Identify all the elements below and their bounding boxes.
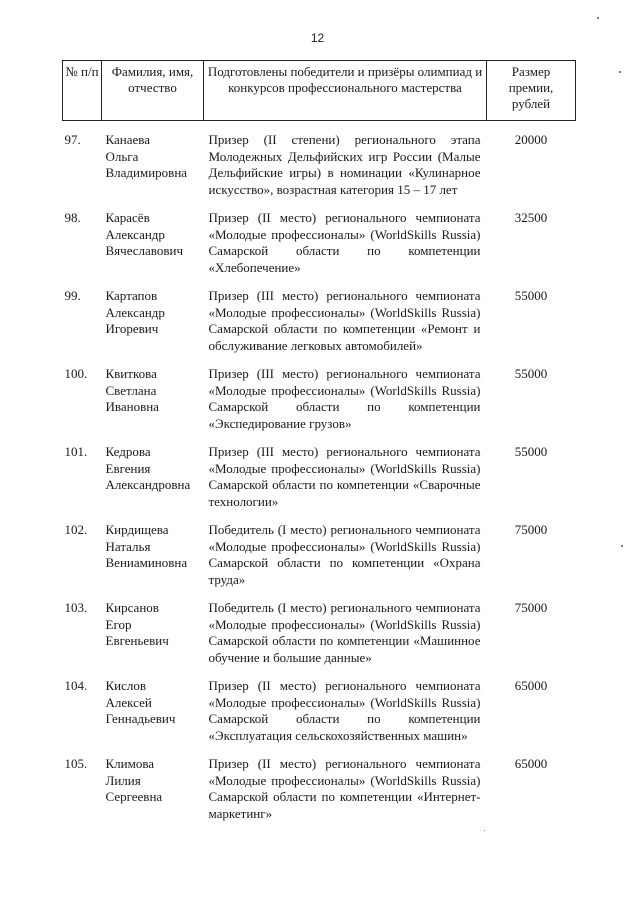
- row-achievement: Призер (III место) регионального чемпионата «Молодые профессионалы» (WorldSkills Russia) Самарской области по компетенции «Ремонт и обслуживание легковых автомобилей»: [208, 288, 481, 353]
- header-number: № п/п: [63, 61, 102, 121]
- row-number: 97.: [64, 132, 81, 147]
- first-name: Наталья: [105, 538, 151, 554]
- row-full-name: [102, 444, 204, 522]
- scan-speck: [619, 71, 621, 73]
- header-spacer: [63, 121, 576, 133]
- patronymic: Владимировна: [105, 165, 188, 180]
- row-number: 99.: [64, 288, 81, 303]
- surname: Канаева: [105, 132, 151, 147]
- surname: Кедрова: [105, 444, 151, 459]
- surname: Климова: [105, 756, 155, 771]
- row-prize-amount: 32500: [514, 210, 548, 225]
- row-prize-amount: 55000: [514, 288, 548, 303]
- row-full-name: [102, 366, 204, 444]
- patronymic: Сергеевна: [105, 789, 163, 804]
- row-full-name: [102, 522, 204, 600]
- surname: Картапов: [105, 288, 158, 303]
- patronymic: Евгеньевич: [105, 633, 169, 648]
- patronymic: Александровна: [105, 477, 191, 492]
- awards-table: [62, 60, 576, 834]
- row-full-name: [102, 678, 204, 756]
- patronymic: Игоревич: [105, 321, 159, 336]
- table-row: [63, 366, 576, 444]
- table-row: [63, 288, 576, 366]
- table-row: [63, 132, 576, 210]
- row-achievement: Победитель (I место) регионального чемпионата «Молодые профессионалы» (WorldSkills Russia) Самарской области по компетенции «Машинное обучение и большие данные»: [208, 600, 481, 665]
- header-full-name: Фамилия, имя, отчество: [102, 61, 204, 121]
- row-achievement: Призер (II место) регионального чемпионата «Молодые профессионалы» (WorldSkills Russia) Самарской области по компетенции «Хлебопечение»: [208, 210, 481, 275]
- first-name: Егор: [105, 616, 132, 632]
- page-number: 12: [310, 31, 325, 45]
- first-name: Светлана: [105, 382, 157, 398]
- first-name: Евгения: [105, 460, 151, 476]
- table-header: [63, 61, 576, 121]
- table-row: [63, 522, 576, 600]
- first-name: Ольга: [105, 148, 139, 164]
- row-number: 98.: [64, 210, 81, 225]
- row-prize-amount: 55000: [514, 444, 548, 459]
- row-achievement: Призер (II место) регионального чемпионата «Молодые профессионалы» (WorldSkills Russia) Самарской области по компетенции «Интернет-маркетинг»: [208, 756, 481, 821]
- surname: Кирдищева: [105, 522, 169, 537]
- patronymic: Геннадьевич: [105, 711, 176, 726]
- patronymic: Вячеславович: [105, 243, 183, 258]
- table-row: [63, 678, 576, 756]
- row-number: 101.: [64, 444, 88, 459]
- row-full-name: [102, 288, 204, 366]
- scan-speck: [621, 545, 623, 547]
- surname: Кирсанов: [105, 600, 159, 615]
- surname: Квиткова: [105, 366, 157, 381]
- table-row: [63, 600, 576, 678]
- header-achievement: Подготовлены победители и призёры олимпиад и конкурсов профессионального мастерства: [204, 61, 487, 121]
- row-full-name: [102, 132, 204, 210]
- row-prize-amount: 20000: [514, 132, 548, 147]
- first-name: Лилия: [105, 772, 141, 788]
- row-number: 100.: [64, 366, 88, 381]
- row-number: 103.: [64, 600, 88, 615]
- patronymic: Ивановна: [105, 399, 159, 414]
- row-prize-amount: 55000: [514, 366, 548, 381]
- row-achievement: Призер (II степени) регионального этапа Молодежных Дельфийских игр России (Малые Дельфийские игры) в номинации «Кулинарное искусство», возрастная категория 15 – 17 лет: [208, 132, 481, 197]
- first-name: Алексей: [105, 694, 152, 710]
- row-number: 105.: [64, 756, 88, 771]
- surname: Кислов: [105, 678, 147, 693]
- first-name: Александр: [105, 226, 165, 242]
- patronymic: Вениаминовна: [105, 555, 188, 570]
- row-prize-amount: 75000: [514, 600, 548, 615]
- row-full-name: [102, 210, 204, 288]
- row-achievement: Призер (II место) регионального чемпионата «Молодые профессионалы» (WorldSkills Russia) Самарской области по компетенции «Эксплуатация сельскохозяйственных машин»: [208, 678, 481, 743]
- surname: Карасёв: [105, 210, 150, 225]
- first-name: Александр: [105, 304, 165, 320]
- row-achievement: Призер (III место) регионального чемпионата «Молодые профессионалы» (WorldSkills Russia) Самарской области по компетенции «Экспедирование грузов»: [208, 366, 481, 431]
- row-full-name: [102, 600, 204, 678]
- row-full-name: [102, 756, 204, 834]
- row-prize-amount: 65000: [514, 678, 548, 693]
- header-prize-amount: Размер премии, рублей: [487, 61, 576, 121]
- row-prize-amount: 75000: [514, 522, 548, 537]
- row-number: 102.: [64, 522, 88, 537]
- scan-speck: [484, 830, 485, 831]
- table-body: [63, 121, 576, 835]
- row-achievement: Победитель (I место) регионального чемпионата «Молодые профессионалы» (WorldSkills Russia) Самарской области по компетенции «Охрана труда»: [208, 522, 481, 587]
- table-row: [63, 444, 576, 522]
- row-achievement: Призер (III место) регионального чемпионата «Молодые профессионалы» (WorldSkills Russia) Самарской области по компетенции «Сварочные технологии»: [208, 444, 481, 509]
- table-row: [63, 210, 576, 288]
- scan-speck: [597, 17, 599, 19]
- table-row: [63, 756, 576, 834]
- row-prize-amount: 65000: [514, 756, 548, 771]
- row-number: 104.: [64, 678, 88, 693]
